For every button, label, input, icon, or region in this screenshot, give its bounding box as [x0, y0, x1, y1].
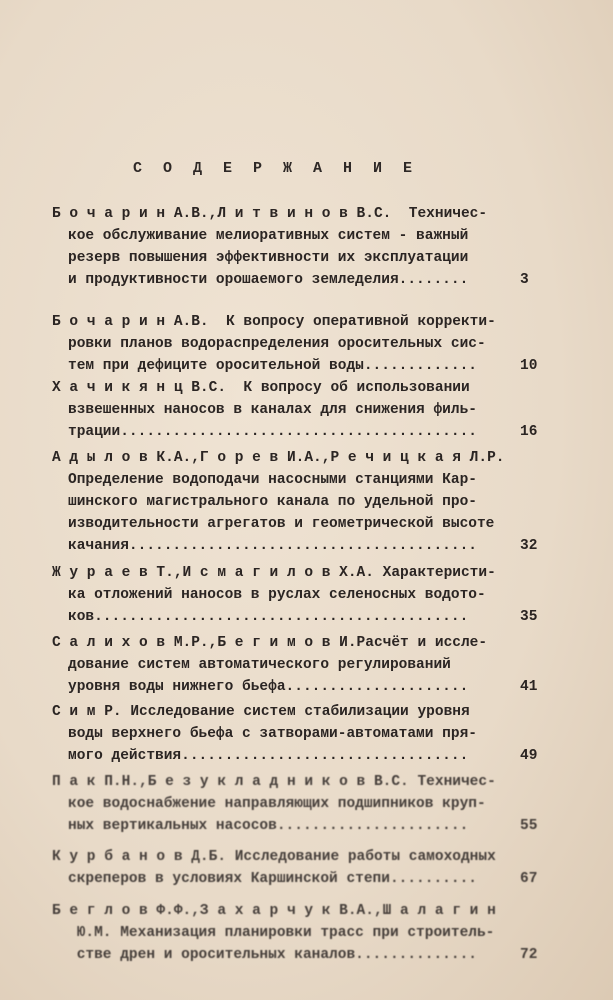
entry-authors-line: Б е г л о в Ф.Ф.,З а х а р ч у к В.А.,Ш а л а г и н: [52, 903, 496, 919]
entry-title-line: кое водоснабжение направляющих подшипников круп-: [68, 796, 486, 812]
entry-title-line: Определение водоподачи насосными станциями Кар-: [68, 472, 477, 488]
entry-title-line: скреперов в условиях Каршинской степи..........: [68, 871, 477, 887]
entry-title-line: шинского магистрального канала по удельной про-: [68, 494, 477, 510]
entry-title-line: воды верхнего бьефа с затворами-автоматами пря-: [68, 726, 477, 742]
entry-authors-line: Б о ч а р и н А.В.,Л и т в и н о в В.С. Техничес-: [52, 206, 488, 222]
entry-authors-line: С и м Р. Исследование систем стабилизации уровня: [52, 704, 470, 720]
toc-entry: [52, 203, 529, 291]
page-number: 49: [520, 748, 538, 764]
toc-entry: [52, 632, 538, 698]
page-number: 16: [520, 424, 538, 440]
toc-entry: [52, 377, 538, 443]
entry-authors-line: К у р б а н о в Д.Б. Исследование работы самоходных: [52, 849, 496, 865]
page-number: 32: [520, 538, 538, 554]
entry-authors-line: С а л и х о в М.Р.,Б е г и м о в И.Расчёт и иссле-: [52, 635, 488, 651]
entry-title-line: Ю.М. Механизация планировки трасс при строитель-: [68, 925, 495, 941]
toc-entry: [52, 900, 538, 966]
entry-title-line: изводительности агрегатов и геометрической высоте: [68, 516, 495, 532]
entry-authors-line: Х а ч и к я н ц В.С. К вопросу об использовании: [52, 380, 470, 396]
page-number: 41: [520, 679, 538, 695]
entry-title-line: резерв повышения эффективности их эксплуатации: [68, 250, 469, 266]
entry-title-line: качания........................................: [68, 538, 477, 554]
toc-entry: [52, 701, 538, 767]
entry-title-line: ровки планов водораспределения оросительных сис-: [68, 336, 486, 352]
entry-title-line: и продуктивности орошаемого земледелия........: [68, 272, 469, 288]
page-number: 72: [520, 947, 538, 963]
toc-entry: [52, 562, 538, 628]
toc-entry: [52, 311, 538, 377]
toc-entry: [52, 447, 538, 557]
page-number: 3: [520, 272, 529, 288]
page-title: С О Д Е Р Ж А Н И Е: [133, 160, 419, 177]
entry-title-line: стве дрен и оросительных каналов..............: [68, 947, 477, 963]
page-number: 55: [520, 818, 538, 834]
entry-title-line: дование систем автоматического регулирований: [68, 657, 451, 673]
toc-entry: [52, 846, 538, 890]
entry-title-line: кое обслуживание мелиоративных систем - важный: [68, 228, 469, 244]
entry-title-line: взвешенных наносов в каналах для снижения филь-: [68, 402, 477, 418]
entry-title-line: ных вертикальных насосов......................: [68, 818, 469, 834]
entry-title-line: тем при дефиците оросительной воды.............: [68, 358, 477, 374]
entry-authors-line: А д ы л о в К.А.,Г о р е в И.А.,Р е ч и ц к а я Л.Р.: [52, 450, 505, 466]
entry-title-line: уровня воды нижнего бьефа.....................: [68, 679, 469, 695]
page-number: 10: [520, 358, 538, 374]
entry-authors-line: Б о ч а р и н А.В. К вопросу оперативной корректи-: [52, 314, 496, 330]
entry-authors-line: Ж у р а е в Т.,И с м а г и л о в Х.А. Характеристи-: [52, 565, 496, 581]
entry-title-line: ка отложений наносов в руслах селеносных водото-: [68, 587, 486, 603]
page-number: 67: [520, 871, 538, 887]
toc-entry: [52, 771, 538, 837]
entry-title-line: мого действия.................................: [68, 748, 469, 764]
entry-title-line: ков...........................................: [68, 609, 469, 625]
page-number: 35: [520, 609, 538, 625]
entry-authors-line: П а к П.Н.,Б е з у к л а д н и к о в В.С. Техничес-: [52, 774, 496, 790]
entry-title-line: трации.........................................: [68, 424, 477, 440]
